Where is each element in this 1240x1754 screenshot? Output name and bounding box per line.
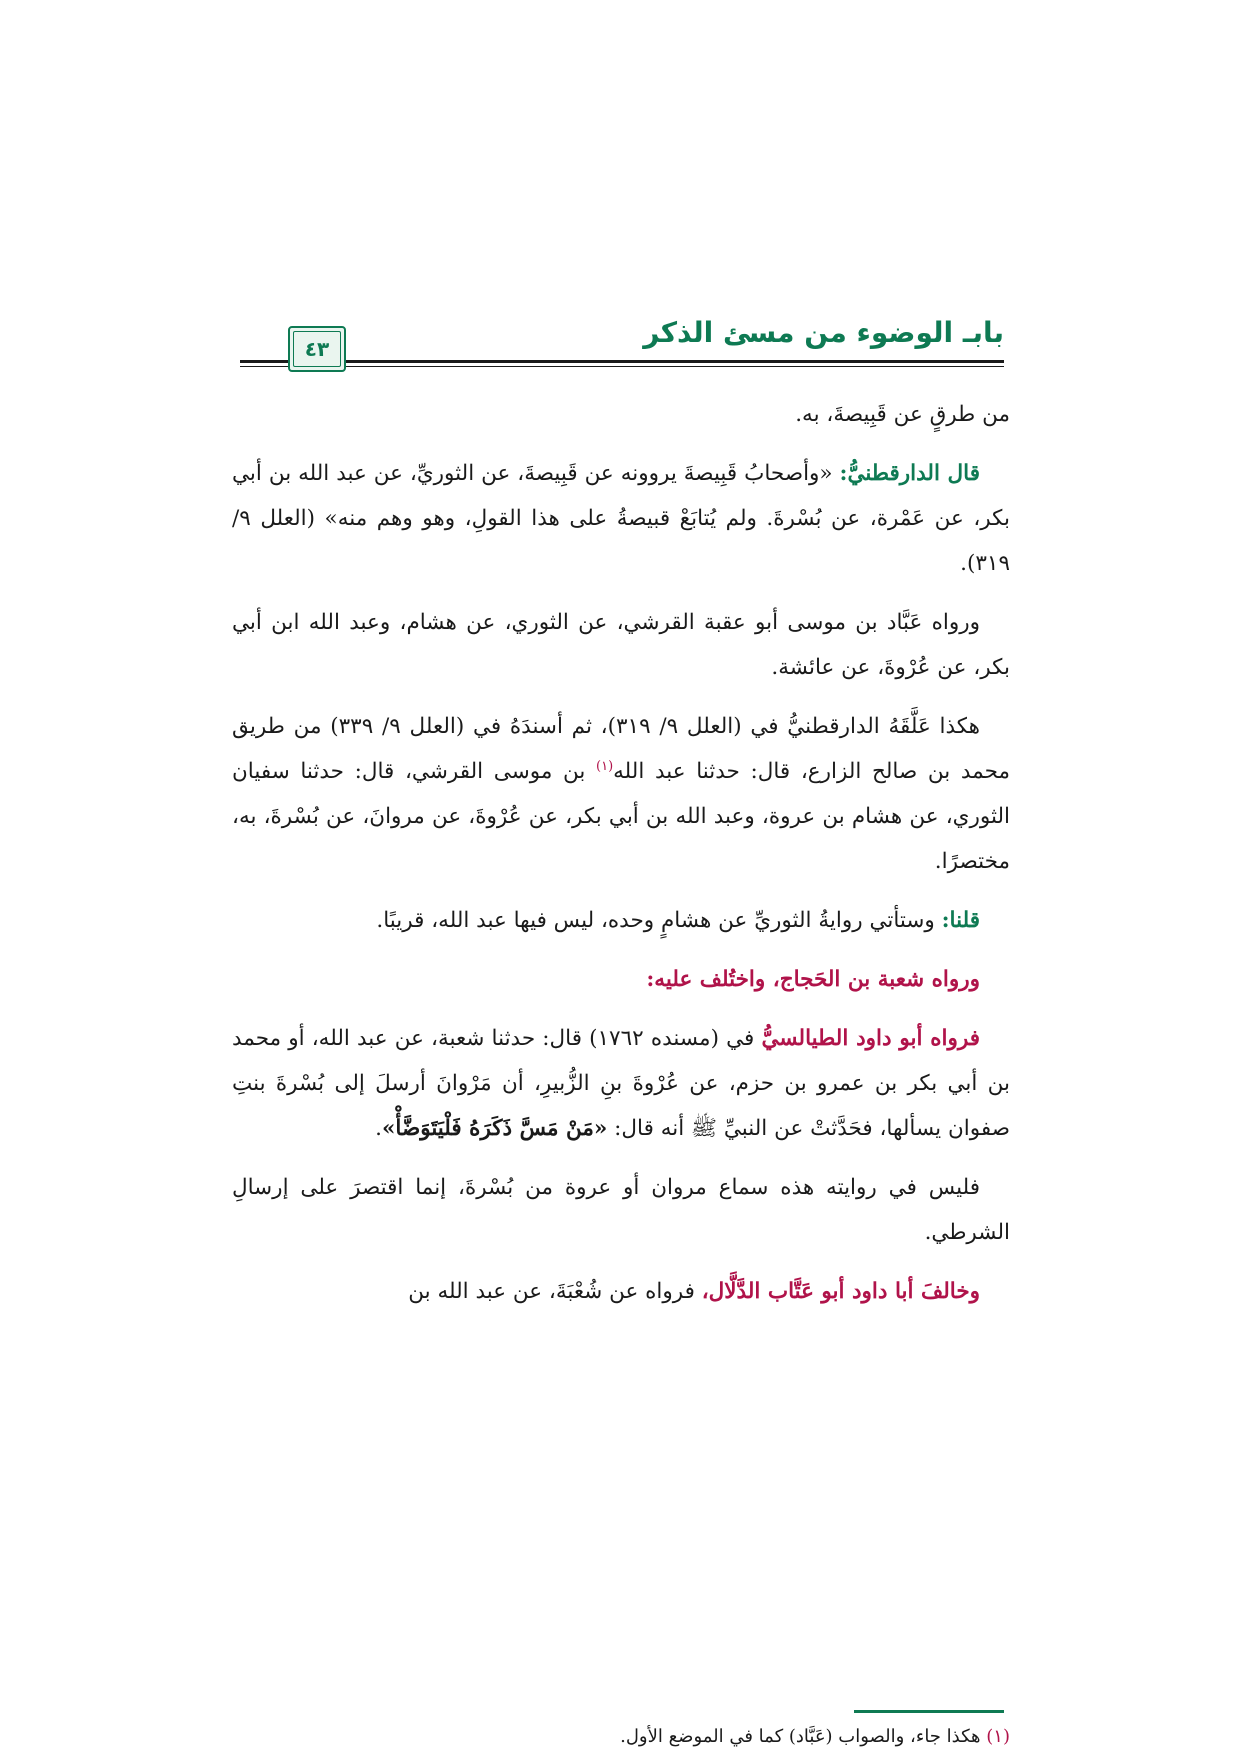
- narrator-lead: فرواه أبو داود الطيالسيُّ: [761, 1026, 980, 1051]
- paragraph-text: فليس في روايته هذه سماع مروان أو عروة من بُسْرةَ، إنما اقتصرَ على إرسالِ الشرطي.: [232, 1175, 1010, 1245]
- footnote-text: هكذا جاء، والصواب (عَبَّاد) كما في الموضع الأول.: [620, 1726, 987, 1747]
- paragraph-text: من طرقٍ عن قَبِيصةَ، به.: [795, 402, 1010, 427]
- section-subheading: ورواه شعبة بن الحَجاج، واختُلف عليه:: [646, 967, 980, 992]
- paragraph: [232, 957, 1010, 1002]
- paragraph-text: في (مسنده ١٧٦٢) قال: حدثنا شعبة، عن عبد الله، أو محمد بن أبي بكر بن عمرو بن حزم، عن عُرْوةَ بنِ الزُّبيرِ، أن مَرْوانَ أرسلَ إلى بُسْرةَ بنتِ صفوان يسألها، فحَدَّثتْ عن النبيِّ ﷺ أنه قال:: [232, 1026, 1010, 1141]
- paragraph-text: .: [375, 1116, 382, 1141]
- paragraph-text: بن موسى القرشي، قال: حدثنا سفيان الثوري، عن هشام بن عروة، وعبد الله بن أبي بكر، عن عُرْوةَ، عن مروانَ، عن بُسْرةَ، به، مختصرًا.: [232, 759, 1010, 874]
- main-text: [232, 392, 1010, 1328]
- paragraph: [232, 1016, 1010, 1151]
- paragraph: [232, 898, 1010, 943]
- paragraph: [232, 1269, 1010, 1314]
- page-number-badge: [288, 326, 346, 372]
- speaker-lead: قلنا:: [941, 908, 980, 933]
- paragraph-text: فرواه عن شُعْبَةَ، عن عبد الله بن: [408, 1279, 702, 1304]
- paragraph-text: هكذا عَلَّقَهُ الدارقطنيُّ في (العلل ٩/ ٣١٩)، ثم أسندَهُ في (العلل ٩/ ٣٣٩) من طريق محمد بن صالح الزارع، قال: حدثنا عبد الله: [232, 714, 1011, 784]
- paragraph-text: «وأصحابُ قَبِيصةَ يروونه عن قَبِيصةَ، عن الثوريِّ، عن عبد الله بن أبي بكر، عن عَمْرة، عن بُسْرةَ. ولم يُتابَعْ قبيصةُ على هذا القولِ، وهو وهم منه» (العلل ٩/ ٣١٩).: [232, 461, 1010, 576]
- paragraph: [232, 1165, 1010, 1255]
- header-rule-thin: [240, 366, 1004, 367]
- footnote-number: (١): [986, 1726, 1010, 1747]
- chapter-title: بابـ الوضوء من مسئ الذكر: [643, 316, 1004, 349]
- header-rule-thick: [240, 360, 1004, 363]
- narrator-lead: وخالفَ أبا داود أبو عَتَّاب الدَّلَّال،: [701, 1279, 980, 1304]
- paragraph: [232, 704, 1010, 884]
- footnote-separator: [854, 1710, 1004, 1713]
- speaker-lead: قال الدارقطنيُّ:: [839, 461, 980, 486]
- hadith-quote: «مَنْ مَسَّ ذَكَرَهُ فَلْيَتَوَضَّأْ»: [381, 1116, 608, 1141]
- footnote-reference[interactable]: (١): [596, 758, 614, 774]
- footnote: [232, 1722, 1010, 1752]
- paragraph: [232, 392, 1010, 437]
- paragraph: [232, 600, 1010, 690]
- page-number: ٤٣: [304, 337, 330, 361]
- page-header: [240, 316, 1004, 382]
- paragraph: [232, 451, 1010, 586]
- paragraph-text: وستأتي روايةُ الثوريِّ عن هشامٍ وحده، ليس فيها عبد الله، قريبًا.: [376, 908, 942, 933]
- paragraph-text: ورواه عَبَّاد بن موسى أبو عقبة القرشي، عن الثوري، عن هشام، وعبد الله ابن أبي بكر، عن عُرْوةَ، عن عائشة.: [232, 610, 1010, 680]
